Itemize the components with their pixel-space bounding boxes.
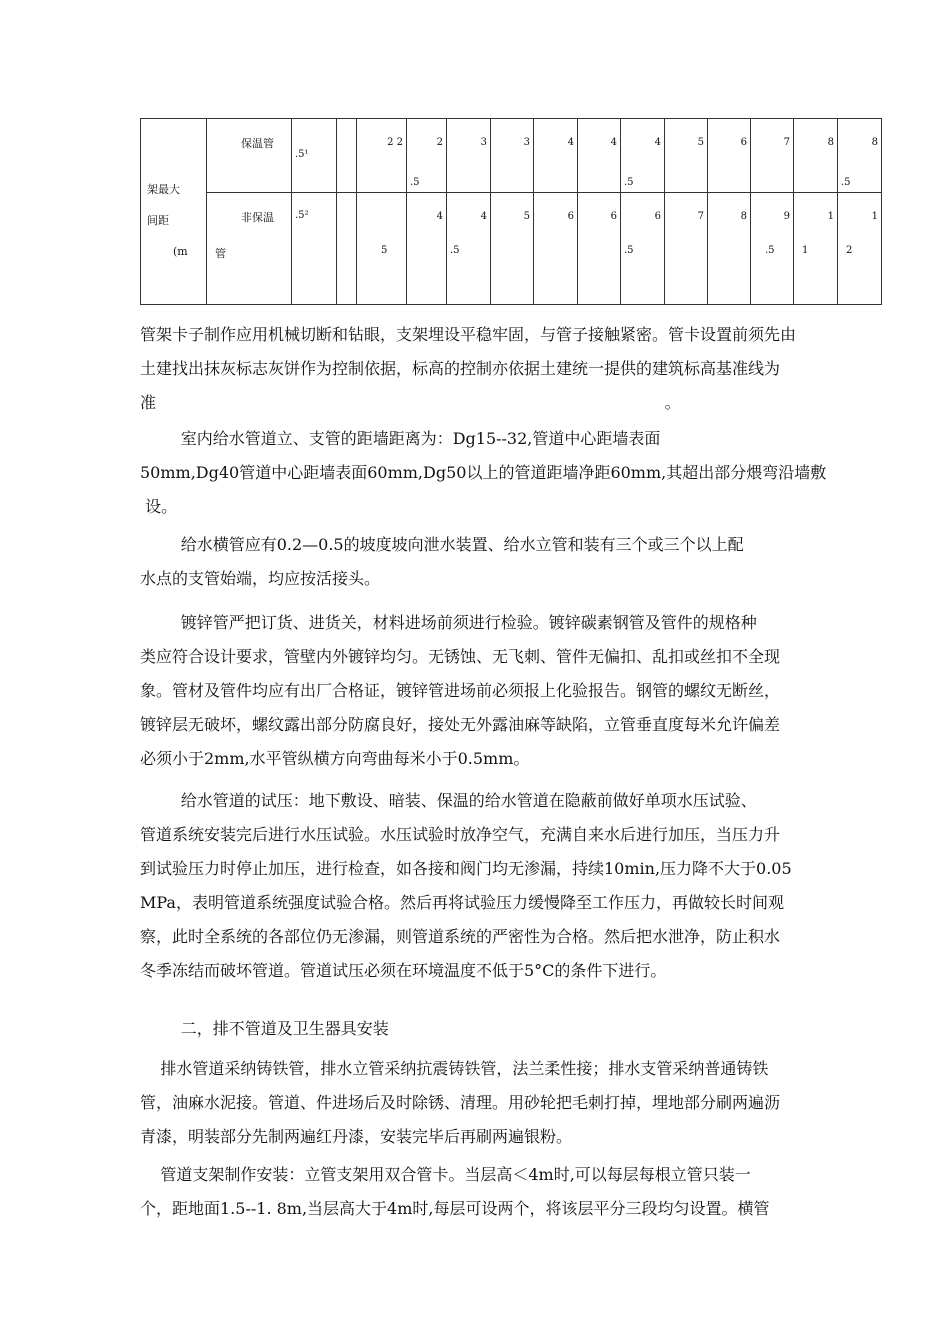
non-insulated-label-line2: 管 <box>215 247 226 260</box>
paragraph-line: 个，距地面1.5--1. 8m,当层高大于4m时,每层可设两个，将该层平分三段均匀设置。横管 <box>140 1199 770 1218</box>
paragraph-line: 象。管材及管件均应有出厂合格证，镀锌管进场前必须报上化验报告。钢管的螺纹无断丝， <box>140 681 781 700</box>
paragraph-line: 设。 <box>140 497 178 516</box>
paragraph <box>140 318 885 420</box>
insulated-label: 保温管 <box>241 137 274 150</box>
table-cell: 7 <box>751 119 794 193</box>
row-label-line3: (m <box>173 245 188 258</box>
row-label-cell <box>141 119 207 305</box>
table-cell: 8 .5 <box>838 119 882 193</box>
table-cell: 4 .5 <box>447 193 491 305</box>
paragraph-line: 必须小于2mm,水平管纵横方向弯曲每米小于0.5mm。 <box>140 749 530 768</box>
paragraph-line: 管道系统安装完后进行水压试验。水压试验时放净空气，充满自来水后进行加压，当压力升 <box>140 825 781 844</box>
table-cell: 4 <box>534 119 578 193</box>
table-cell: 8 <box>708 193 751 305</box>
table-cell: 8 <box>794 119 838 193</box>
table-cell: 5 <box>665 119 708 193</box>
paragraph-line: 类应符合设计要求，管壁内外镀锌均匀。无锈蚀、无飞刺、管件无偏扣、乱扣或丝扣不全现 <box>140 647 781 666</box>
table-cell: 7 <box>665 193 708 305</box>
table-cell: 3 <box>447 119 491 193</box>
table-cell: 1 1 <box>794 193 838 305</box>
table-cell: 1 2 <box>838 193 882 305</box>
table-cell: 2 .5 <box>407 119 447 193</box>
paragraph <box>140 528 885 596</box>
paragraph-line: 镀锌管严把订货、进货关，材料进场前须进行检验。镀锌碳素钢管及管件的规格种 <box>140 613 757 632</box>
paragraph-line: 青漆，明装部分先制两遍红丹漆，安装完毕后再刷两遍银粉。 <box>140 1127 573 1146</box>
paragraph-line: 察，此时全系统的各部位仍无渗漏，则管道系统的严密性为合格。然后把水泄净，防止积水 <box>140 927 781 946</box>
row-label-line2: 间距 <box>147 214 169 227</box>
paragraph <box>140 422 885 524</box>
paragraph <box>140 1012 885 1046</box>
insulated-label-cell <box>207 119 292 193</box>
insulated-first: .5¹ <box>295 149 309 160</box>
paragraph-line: MPa，表明管道系统强度试验合格。然后再将试验压力缓慢降至工作压力，再做较长时间观 <box>140 893 784 912</box>
paragraph-line: 排水管道采纳铸铁管，排水立管采纳抗震铸铁管，法兰柔性接；排水支管采纳普通铸铁 <box>140 1059 769 1078</box>
table-cell: 6 .5 <box>621 193 665 305</box>
paragraph-line: 管架卡子制作应用机械切断和钻眼，支架埋设平稳牢固，与管子接触紧密。管卡设置前须先由 <box>140 325 797 344</box>
table-cell: 5 <box>357 193 407 305</box>
table-cell: 9 .5 <box>751 193 794 305</box>
paragraph <box>140 784 885 988</box>
paragraph-line: 室内给水管道立、支管的距墙距离为：Dg15--32,管道中心距墙表面 <box>140 429 661 448</box>
paragraph <box>140 1052 885 1154</box>
table-cell: 4 .5 <box>621 119 665 193</box>
insulated-first-cell <box>292 119 337 193</box>
table-cell: 6 <box>708 119 751 193</box>
paragraph-line: 二，排不管道及卫生器具安装 <box>140 1019 389 1038</box>
paragraph-line: 给水管道的试压：地下敷设、暗装、保温的给水管道在隐蔽前做好单项水压试验、 <box>140 791 757 810</box>
paragraph-line: 水点的支管始端，均应按活接头。 <box>140 569 381 588</box>
paragraph-line: 50mm,Dg40管道中心距墙表面60mm,Dg50以上的管道距墙净距60mm,其超出部分煨弯沿墙敷 <box>140 463 827 482</box>
paragraph <box>140 606 885 776</box>
table-cell: 6 <box>578 193 621 305</box>
paragraph-line: 给水横管应有0.2—0.5的坡度坡向泄水装置、给水立管和装有三个或三个以上配 <box>140 535 744 554</box>
non-insulated-first: .5² <box>295 210 309 221</box>
table-cell <box>337 193 357 305</box>
table-cell: 4 <box>407 193 447 305</box>
table-cell: 5 <box>491 193 534 305</box>
table-cell: 6 <box>534 193 578 305</box>
row-label-line1: 架最大 <box>147 183 180 196</box>
table-cell: 2 2 <box>357 119 407 193</box>
table-cell: 3 <box>491 119 534 193</box>
paragraph-line: 管，油麻水泥接。管道、件进场后及时除锈、清理。用砂轮把毛刺打掉，埋地部分刷两遍沥 <box>140 1093 781 1112</box>
non-insulated-label-line1: 非保温 <box>241 211 274 224</box>
paragraph-line: 土建找出抹灰标志灰饼作为控制依据，标高的控制亦依据土建统一提供的建筑标高基准线为 <box>140 359 781 378</box>
paragraph-line: 冬季冻结而破坏管道。管道试压必须在环境温度不低于5°C的条件下进行。 <box>140 961 667 980</box>
paragraph-line: 到试验压力时停止加压，进行检查，如各接和阀门均无渗漏，持续10min,压力降不大于0.05 <box>140 859 792 878</box>
paragraph-line: 管道支架制作安装：立管支架用双合管卡。当层高＜4m时,可以每层每根立管只装一 <box>140 1165 751 1184</box>
table-cell <box>337 119 357 193</box>
non-insulated-label-cell <box>207 193 292 305</box>
non-insulated-first-cell <box>292 193 337 305</box>
paragraph-line: 准 。 <box>140 393 681 412</box>
paragraph-line: 镀锌层无破坏，螺纹露出部分防腐良好，接处无外露油麻等缺陷，立管垂直度每米允许偏差 <box>140 715 781 734</box>
table-cell: 4 <box>578 119 621 193</box>
spacing-table <box>140 118 881 304</box>
paragraph <box>140 1158 885 1226</box>
